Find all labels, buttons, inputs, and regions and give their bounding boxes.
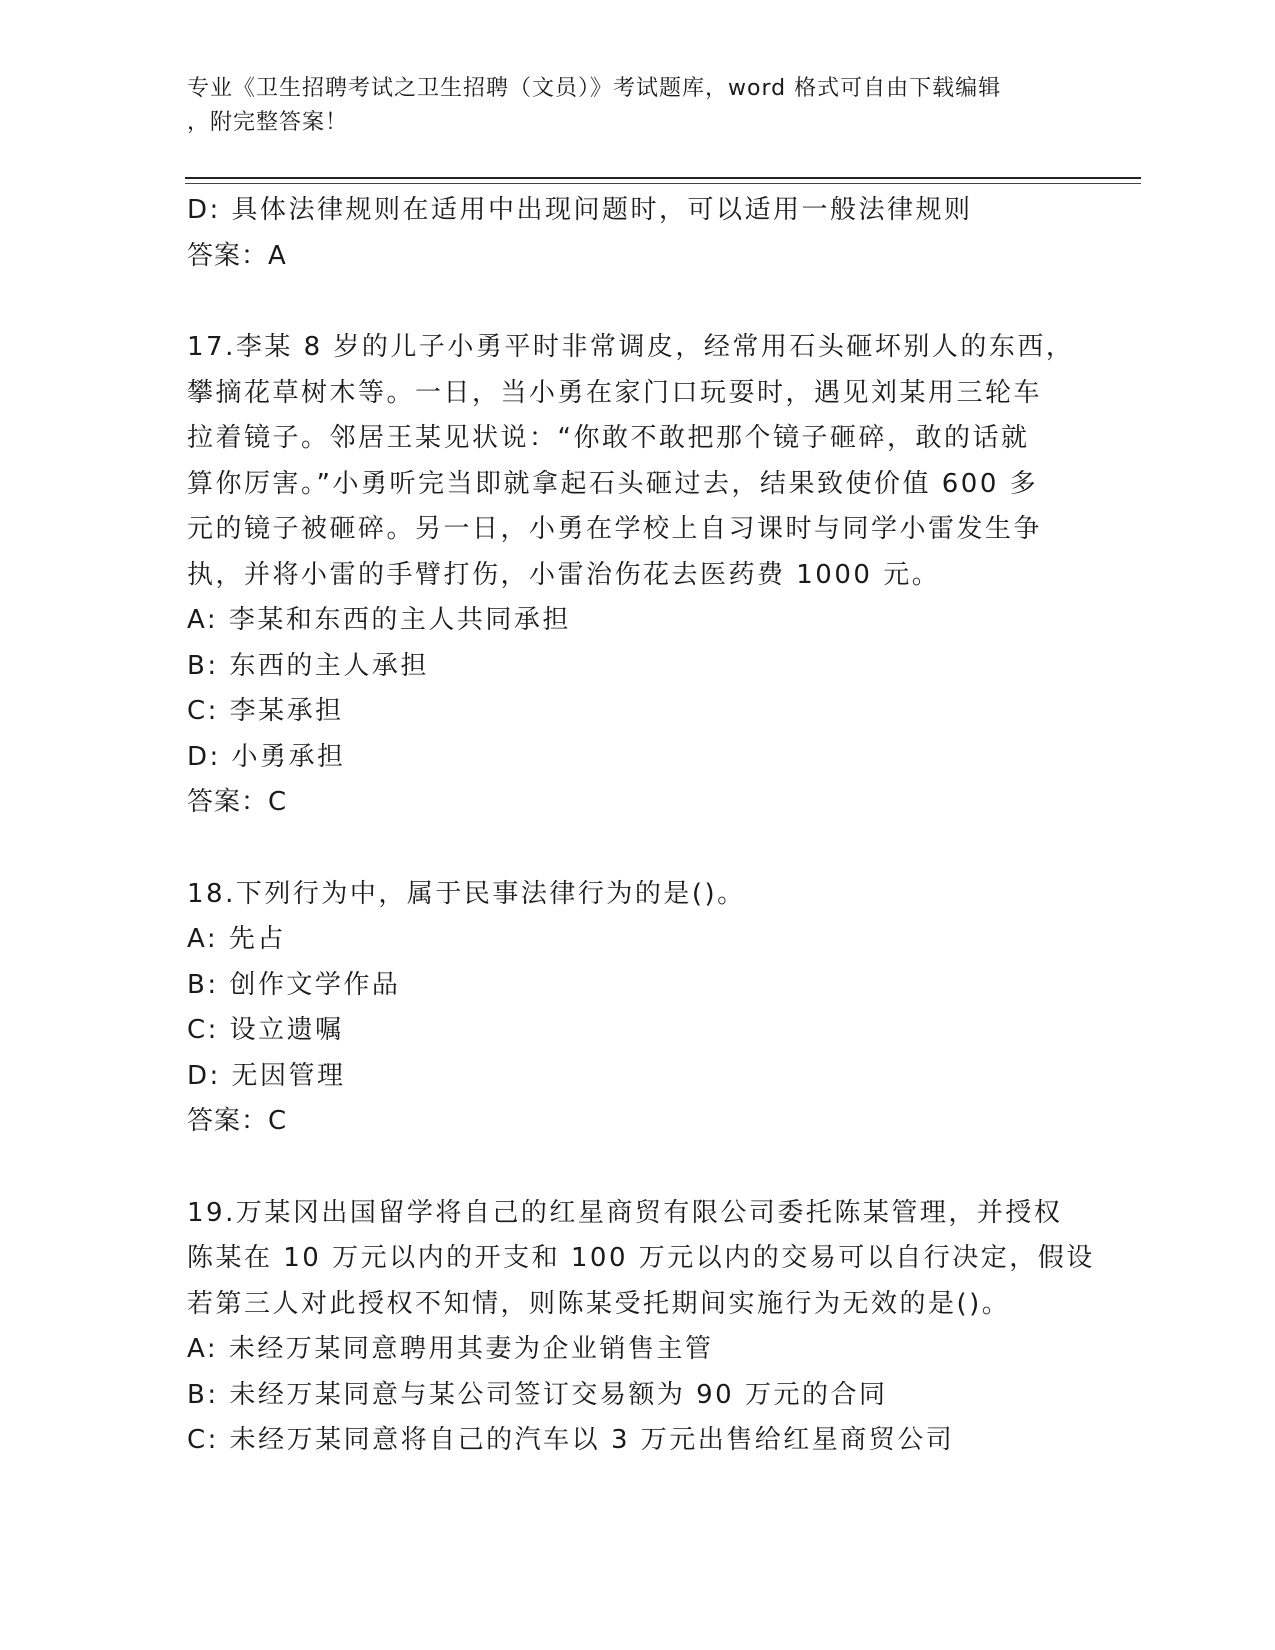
option-c: C: 李某承担 [187,696,344,726]
stem-line: 18.下列行为中，属于民事法律行为的是()。 [187,878,746,909]
question-19 [187,1191,1095,1464]
answer-line: 答案：C [187,787,288,817]
answer-line: 答案：C [187,1106,288,1136]
previous-question-tail [187,188,1077,279]
option-b: B: 东西的主人承担 [187,650,429,681]
stem-line: 若第三人对此授权不知情，则陈某受托期间实施行为无效的是()。 [187,1288,1011,1319]
option-b: B: 创作文学作品 [187,969,401,1000]
answer-line: 答案：A [187,240,287,271]
document-body [187,188,1095,1464]
document-header [187,72,1067,140]
stem-line: 拉着镜子。邻居王某见状说：“你敢不敢把那个镜子砸碎，敢的话就 [187,423,1030,453]
option-d: D: 具体法律规则在适用中出现问题时，可以适用一般法律规则 [187,195,973,225]
question-18 [187,872,1077,1145]
question-stem [187,325,1077,598]
question-17 [187,325,1077,826]
header-divider-thin [185,183,1141,184]
header-line-2: ，附完整答案！ [187,110,349,135]
option-c: C: 未经万某同意将自己的汽车以 3 万元出售给红星商贸公司 [187,1425,955,1455]
stem-line: 17.李某 8 岁的儿子小勇平时非常调皮，经常用石头砸坏别人的东西， [187,332,1075,362]
question-stem [187,1191,1095,1328]
question-stem [187,872,1077,918]
header-divider-thick [185,177,1141,179]
stem-line: 陈某在 10 万元以内的开支和 100 万元以内的交易可以自行决定，假设 [187,1243,1095,1273]
option-d: D: 无因管理 [187,1060,346,1091]
option-a: A: 先占 [187,924,286,954]
option-b: B: 未经万某同意与某公司签订交易额为 90 万元的合同 [187,1379,888,1410]
stem-line: 算你厉害。”小勇听完当即就拿起石头砸过去，结果致使价值 600 多 [187,468,1039,499]
stem-line: 执，并将小雷的手臂打伤，小雷治伤花去医药费 1000 元。 [187,559,941,590]
stem-line: 攀摘花草树木等。一日，当小勇在家门口玩耍时，遇见刘某用三轮车 [187,377,1043,408]
stem-line: 19.万某冈出国留学将自己的红星商贸有限公司委托陈某管理，并授权 [187,1197,1063,1228]
option-a: A: 未经万某同意聘用其妻为企业销售主管 [187,1334,714,1364]
stem-line: 元的镜子被砸碎。另一日，小勇在学校上自习课时与同学小雷发生争 [187,514,1043,544]
header-line-1: 专业《卫生招聘考试之卫生招聘（文员）》考试题库，word 格式可自由下载编辑 [187,76,1002,101]
option-d: D: 小勇承担 [187,741,346,772]
option-c: C: 设立遗嘱 [187,1015,344,1045]
option-a: A: 李某和东西的主人共同承担 [187,605,571,635]
